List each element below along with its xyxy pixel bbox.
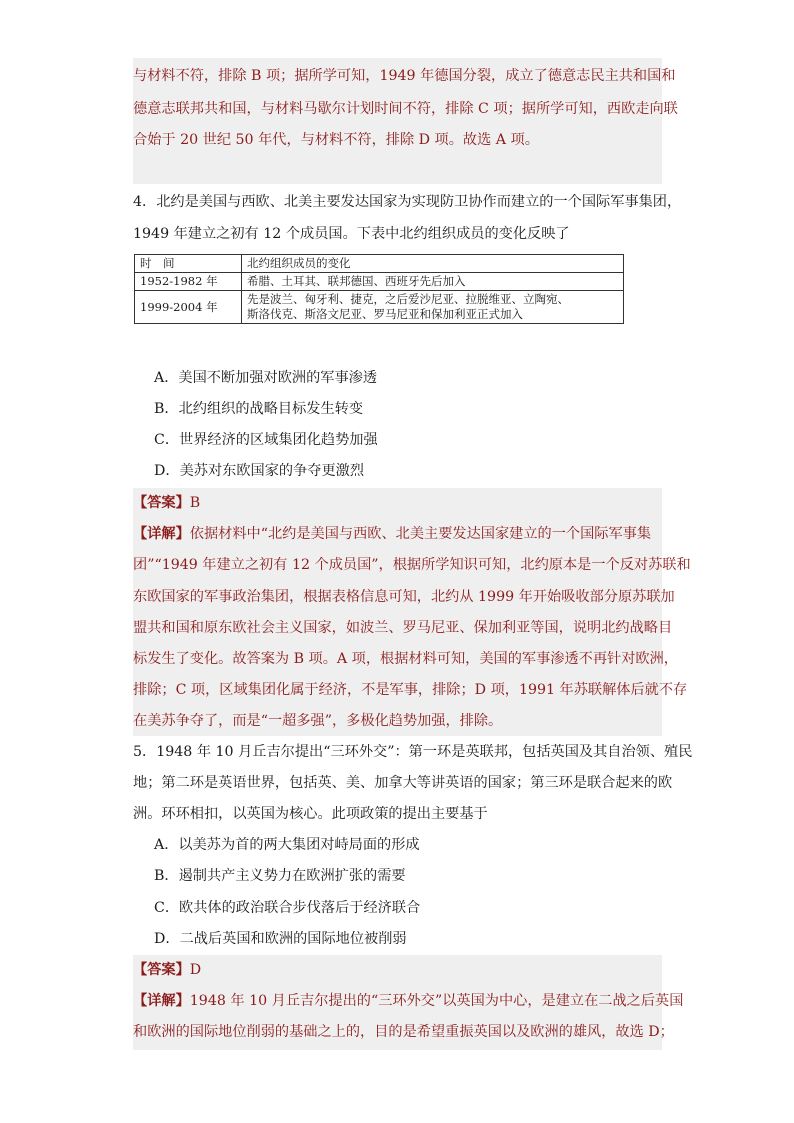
table-cell-line: 斯洛伐克、斯洛文尼亚、罗马尼亚和保加利亚正式加入 xyxy=(247,307,523,321)
q5-option-c[interactable]: C．欧共体的政治联合步伐落后于经济联合 xyxy=(154,900,421,916)
q5-stem-line: 5．1948 年 10 月丘吉尔提出“三环外交”：第一环是英联邦，包括英国及其自治领、殖民 xyxy=(133,744,693,760)
table-cell: 1999-2004 年 xyxy=(135,291,242,324)
q5-answer xyxy=(133,960,201,980)
q4-detail-line: 东欧国家的军事政治集团，根据表格信息可知，北约从 1999 年开始吸收部分原苏联加 xyxy=(133,589,675,605)
q4-detail-line: 团”“1949 年建立之初有 12 个成员国”，根据所学知识可知，北约原本是一个反对苏联和 xyxy=(133,557,691,573)
q4-detail-line xyxy=(133,524,651,544)
table-cell xyxy=(242,291,624,324)
prev-detail-line: 合始于 20 世纪 50 年代，与材料不符，排除 D 项。故选 A 项。 xyxy=(133,132,539,148)
table-header-cell: 北约组织成员的变化 xyxy=(242,255,624,273)
table-row xyxy=(135,273,624,291)
detail-tag: 【详解】 xyxy=(133,993,190,1009)
prev-detail-line: 与材料不符，排除 B 项；据所学可知，1949 年德国分裂，成立了德意志民主共和国和 xyxy=(133,68,676,84)
q5-option-a[interactable]: A．以美苏为首的两大集团对峙局面的形成 xyxy=(154,837,420,853)
q5-stem-line: 洲。环环相扣，以英国为核心。此项政策的提出主要基于 xyxy=(133,806,488,822)
detail-tag: 【详解】 xyxy=(133,526,190,542)
q4-detail-line: 在美苏争夺了，而是“一超多强”，多极化趋势加强，排除。 xyxy=(133,713,503,729)
q4-stem-line: 4．北约是美国与西欧、北美主要发达国家为实现防卫协作而建立的一个国际军事集团， xyxy=(133,194,682,210)
q4-answer xyxy=(133,493,200,513)
answer-value: B xyxy=(189,495,201,511)
table-header-row xyxy=(135,255,624,273)
q4-option-d[interactable]: D．美苏对东欧国家的争夺更激烈 xyxy=(154,463,365,479)
q4-stem-line: 1949 年建立之初有 12 个成员国。下表中北约组织成员的变化反映了 xyxy=(133,226,570,242)
q5-detail-line: 和欧洲的国际地位削弱的基础之上的，目的是希望重振英国以及欧洲的雄风，故选 D； xyxy=(133,1024,674,1040)
table-cell-line: 先是波兰、匈牙利、捷克，之后爱沙尼亚、拉脱维亚、立陶宛、 xyxy=(247,292,569,306)
answer-value: D xyxy=(189,962,202,978)
q4-option-a[interactable]: A．美国不断加强对欧洲的军事渗透 xyxy=(154,370,378,386)
table-cell: 1952-1982 年 xyxy=(135,273,242,291)
q4-detail-line: 标发生了变化。故答案为 B 项。A 项，根据材料可知，美国的军事渗透不再针对欧洲， xyxy=(133,651,678,667)
detail-text: 依据材料中“北约是美国与西欧、北美主要发达国家建立的一个国际军事集 xyxy=(189,526,652,542)
q4-detail-line: 盟共和国和原东欧社会主义国家，如波兰、罗马尼亚、保加利亚等国，说明北约战略目 xyxy=(133,620,673,636)
q5-stem-line: 地；第二环是英语世界，包括英、美、加拿大等讲英语的国家；第三环是联合起来的欧 xyxy=(133,775,673,791)
table-cell: 希腊、土耳其、联邦德国、西班牙先后加入 xyxy=(242,273,624,291)
nato-members-table xyxy=(134,254,624,324)
detail-text: 1948 年 10 月丘吉尔提出的“三环外交”以英国为中心，是建立在二战之后英国 xyxy=(189,993,684,1009)
q4-option-b[interactable]: B．北约组织的战略目标发生转变 xyxy=(154,401,364,417)
prev-detail-line: 德意志联邦共和国，与材料马歇尔计划时间不符，排除 C 项；据所学可知，西欧走向联 xyxy=(133,101,678,117)
q4-option-c[interactable]: C．世界经济的区域集团化趋势加强 xyxy=(154,432,378,448)
answer-tag: 【答案】 xyxy=(133,962,190,978)
table-header-cell: 时 间 xyxy=(135,255,242,273)
q5-option-b[interactable]: B．遏制共产主义势力在欧洲扩张的需要 xyxy=(154,868,406,884)
q4-detail-line: 排除；C 项，区域集团化属于经济，不是军事，排除；D 项，1991 年苏联解体后就不存 xyxy=(133,682,688,698)
q5-option-d[interactable]: D．二战后英国和欧洲的国际地位被削弱 xyxy=(154,931,407,947)
answer-tag: 【答案】 xyxy=(133,495,190,511)
q5-detail-line xyxy=(133,991,683,1011)
table-row xyxy=(135,291,624,324)
